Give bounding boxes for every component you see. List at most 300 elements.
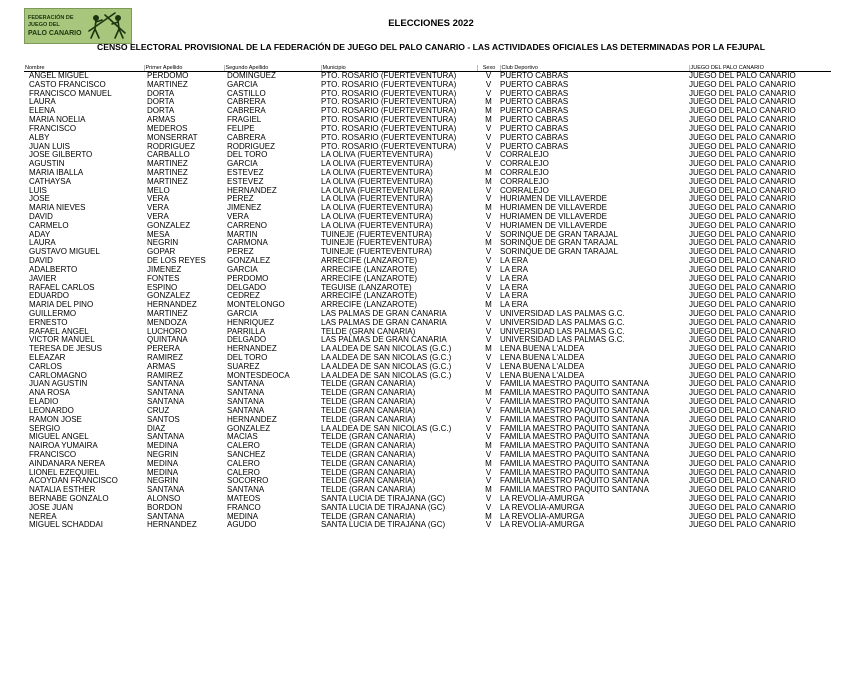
table-cell: FAMILIA MAESTRO PAQUITO SANTANA <box>500 477 649 486</box>
table-cell: MARTÍNEZ <box>147 177 188 186</box>
table-cell: V <box>485 124 492 133</box>
table-cell: CATHAYSA <box>29 177 71 186</box>
table-cell: V <box>485 160 492 169</box>
table-row <box>24 292 831 301</box>
table-cell: MIGUEL ÁNGEL <box>29 433 89 442</box>
table-cell: JUEGO DEL PALO CANARIO <box>689 274 796 283</box>
table-cell: RAFAEL ÁNGEL <box>29 327 89 336</box>
table-cell: V <box>485 468 492 477</box>
table-cell: ARMAS <box>147 362 176 371</box>
table-row <box>24 90 831 99</box>
table-cell: LA ERA <box>500 265 529 274</box>
table-row <box>24 275 831 284</box>
table-cell: LAS PALMAS DE GRAN CANARIA <box>321 336 447 345</box>
table-cell: ARRECIFE (LANZAROTE) <box>321 301 418 310</box>
table-row <box>24 134 831 143</box>
table-cell: JUEGO DEL PALO CANARIO <box>689 424 796 433</box>
table-row <box>24 460 831 469</box>
table-cell: DAVID <box>29 213 53 221</box>
table-cell: LA OLIVA (FUERTEVENTURA) <box>321 221 433 230</box>
table-cell: TUINEJE (FUERTEVENTURA) <box>321 248 432 257</box>
table-cell: V <box>485 380 492 389</box>
table-row <box>24 257 831 266</box>
table-cell: FAMILIA MAESTRO PAQUITO SANTANA <box>500 486 649 495</box>
table-row <box>24 160 831 169</box>
table-cell: TELDE (GRAN CANARIA) <box>321 512 416 521</box>
table-cell: M <box>485 442 492 451</box>
table-cell: LA REVOLIÁ-AMURGA <box>500 495 585 503</box>
table-cell: V <box>485 433 492 442</box>
table-row <box>24 469 831 478</box>
table-row <box>24 239 831 248</box>
table-cell: SANTANA <box>147 389 185 398</box>
logo-line-1: FEDERACIÓN DE JUEGO DEL <box>28 15 74 28</box>
table-cell: MEDINA <box>227 512 259 521</box>
table-cell: AGUDO <box>227 521 257 530</box>
table-cell: FAMILIA MAESTRO PAQUITO SANTANA <box>500 442 649 451</box>
table-cell: PTO. ROSARIO (FUERTEVENTURA) <box>321 124 457 133</box>
table-cell: RAFAEL CARLOS <box>29 283 95 292</box>
table-row <box>24 169 831 178</box>
table-cell: ESTÉVEZ <box>227 168 264 177</box>
table-cell: JUEGO DEL PALO CANARIO <box>689 459 796 468</box>
table-cell: CARLOMAGNO <box>29 371 87 380</box>
table-cell: JUEGO DEL PALO CANARIO <box>689 151 796 160</box>
table-cell: TEGUISE (LANZAROTE) <box>321 283 412 292</box>
table-cell: UNIVERSIDAD LAS PALMAS G.C. <box>500 327 625 336</box>
table-cell: ADALBERTO <box>29 265 78 274</box>
table-cell: LEÑA BUENA L'ALDEA <box>500 345 585 354</box>
table-cell: CRUZ <box>147 406 170 415</box>
table-cell: LA ERA <box>500 283 529 292</box>
table-cell: V <box>485 424 492 433</box>
table-row <box>24 231 831 240</box>
table-cell: HURIAMEN DE VILLAVERDE <box>500 204 607 213</box>
table-cell: JUEGO DEL PALO CANARIO <box>689 257 796 266</box>
table-cell: DAVID <box>29 257 53 266</box>
table-cell: NEGRÍN <box>147 239 179 248</box>
table-cell: SANTANA <box>227 389 265 398</box>
table-cell: LA OLIVA (FUERTEVENTURA) <box>321 168 433 177</box>
table-cell: ELADIO <box>29 398 59 407</box>
table-cell: CASTILLO <box>227 89 266 98</box>
table-cell: MARTÍNEZ <box>147 309 188 318</box>
table-cell: UNIVERSIDAD LAS PALMAS G.C. <box>500 318 625 327</box>
table-cell: JOSÉ GILBERTO <box>29 151 93 160</box>
table-cell: ACOYDAN FRANCISCO <box>29 477 118 486</box>
table-cell: JUEGO DEL PALO CANARIO <box>689 80 796 89</box>
table-cell: JAVIER <box>29 274 57 283</box>
table-cell: V <box>485 80 492 89</box>
table-cell: LA OLIVA (FUERTEVENTURA) <box>321 213 433 221</box>
table-row <box>24 363 831 372</box>
document-title: ELECCIONES 2022 <box>388 18 474 29</box>
table-cell: CASTO FRANCISCO <box>29 80 106 89</box>
column-header: Sexo <box>477 65 500 72</box>
table-row <box>24 72 831 81</box>
table-cell: NEGRÍN <box>147 477 179 486</box>
table-cell: FRANCISCO MANUEL <box>29 89 112 98</box>
table-cell: ARMAS <box>147 116 176 125</box>
table-cell: LA OLIVA (FUERTEVENTURA) <box>321 195 433 204</box>
table-row <box>24 284 831 293</box>
table-row <box>24 380 831 389</box>
table-cell: TELDE (GRAN CANARIA) <box>321 442 416 451</box>
table-cell: LA REVOLIÁ-AMURGA <box>500 503 585 512</box>
table-cell: JUEGO DEL PALO CANARIO <box>689 124 796 133</box>
table-cell: AGUSTÍN <box>29 160 65 169</box>
table-cell: LA OLIVA (FUERTEVENTURA) <box>321 177 433 186</box>
table-row <box>24 477 831 486</box>
table-cell: LA ALDEA DE SAN NICOLÁS (G.C.) <box>321 362 452 371</box>
table-cell: HERNÁNDEZ <box>227 186 277 195</box>
table-cell: JUEGO DEL PALO CANARIO <box>689 133 796 142</box>
table-cell: PARRILLA <box>227 327 266 336</box>
table-cell: V <box>485 195 492 204</box>
table-cell: FRAGIEL <box>227 116 262 125</box>
table-cell: M <box>485 98 492 107</box>
table-cell: JUEGO DEL PALO CANARIO <box>689 301 796 310</box>
table-cell: ANA ROSA <box>29 389 70 398</box>
table-cell: MARÍA IBALLA <box>29 168 84 177</box>
table-cell: CARREÑO <box>227 221 268 230</box>
table-row <box>24 521 831 530</box>
table-cell: ALONSO <box>147 495 181 503</box>
table-cell: ESTÉVEZ <box>227 177 264 186</box>
table-cell: V <box>485 477 492 486</box>
table-cell: JUEGO DEL PALO CANARIO <box>689 204 796 213</box>
table-cell: PUERTO CABRAS <box>500 124 569 133</box>
table-cell: ADAY <box>29 230 51 239</box>
table-row <box>24 513 831 522</box>
table-cell: GONZÁLEZ <box>147 292 191 301</box>
table-cell: MACÍAS <box>227 433 258 442</box>
table-cell: MARTÍNEZ <box>147 168 188 177</box>
table-cell: HURIAMEN DE VILLAVERDE <box>500 213 607 221</box>
table-cell: HURIAMEN DE VILLAVERDE <box>500 195 607 204</box>
table-cell: V <box>485 371 492 380</box>
table-cell: V <box>485 248 492 257</box>
table-row <box>24 486 831 495</box>
table-cell: PTO. ROSARIO (FUERTEVENTURA) <box>321 80 457 89</box>
table-row <box>24 222 831 231</box>
table-cell: V <box>485 142 492 151</box>
table-cell: JIMÉNEZ <box>227 204 262 213</box>
table-cell: SANTANA <box>147 380 185 389</box>
table-cell: V <box>485 521 492 530</box>
table-cell: PUERTO CABRAS <box>500 107 569 116</box>
table-cell: VERA <box>147 204 169 213</box>
table-cell: M <box>485 177 492 186</box>
table-cell: M <box>485 116 492 125</box>
table-cell: CARLOS <box>29 362 62 371</box>
table-cell: V <box>485 213 492 221</box>
table-cell: FRANCISCO <box>29 124 77 133</box>
table-row <box>24 143 831 152</box>
table-cell: SANTANA <box>227 406 265 415</box>
table-cell: MEDINA <box>147 459 179 468</box>
table-row <box>24 433 831 442</box>
table-cell: RAMÍREZ <box>147 354 183 362</box>
table-cell: TELDE (GRAN CANARIA) <box>321 459 416 468</box>
table-cell: CORRALEJO <box>500 160 549 169</box>
table-row <box>24 416 831 425</box>
table-cell: BERNABÉ GONZALO <box>29 495 109 503</box>
table-body <box>24 72 831 531</box>
table-cell: JUEGO DEL PALO CANARIO <box>689 433 796 442</box>
table-cell: ESPINO <box>147 283 178 292</box>
table-cell: MONTESDEOCA <box>227 371 290 380</box>
table-cell: NEREA <box>29 512 57 521</box>
table-cell: V <box>485 283 492 292</box>
table-cell: SUÁREZ <box>227 362 260 371</box>
table-cell: LEONARDO <box>29 406 74 415</box>
table-cell: JUAN AGUSTÍN <box>29 380 88 389</box>
table-cell: ERNESTO <box>29 318 68 327</box>
table-cell: JUEGO DEL PALO CANARIO <box>689 362 796 371</box>
table-cell: GOPAR <box>147 248 176 257</box>
table-cell: SANTA LUCIA DE TIRAJANA (GC) <box>321 503 446 512</box>
table-row <box>24 266 831 275</box>
table-cell: V <box>485 415 492 424</box>
table-cell: FAMILIA MAESTRO PAQUITO SANTANA <box>500 406 649 415</box>
table-cell: M <box>485 459 492 468</box>
table-cell: JUEGO DEL PALO CANARIO <box>689 380 796 389</box>
table-cell: FELIPE <box>227 124 255 133</box>
table-cell: JUEGO DEL PALO CANARIO <box>689 160 796 169</box>
table-cell: SANTANA <box>227 486 265 495</box>
table-cell: MARTÍNEZ <box>147 80 188 89</box>
table-cell: JOSÉ <box>29 195 50 204</box>
table-cell: CORRALEJO <box>500 177 549 186</box>
table-cell: NEGRÍN <box>147 450 179 459</box>
table-row <box>24 204 831 213</box>
table-cell: CALERO <box>227 459 260 468</box>
table-cell: FAMILIA MAESTRO PAQUITO SANTANA <box>500 398 649 407</box>
table-cell: V <box>485 406 492 415</box>
table-cell: M <box>485 107 492 116</box>
table-cell: LA ERA <box>500 257 529 266</box>
table-cell: SÁNCHEZ <box>227 450 266 459</box>
table-cell: GARCÍA <box>227 309 258 318</box>
table-cell: CABRERA <box>227 133 266 142</box>
table-cell: SANTANA <box>227 380 265 389</box>
table-cell: M <box>485 389 492 398</box>
table-cell: LEÑA BUENA L'ALDEA <box>500 371 585 380</box>
table-cell: DOMINGUEZ <box>227 71 276 80</box>
table-cell: JIMÉNEZ <box>147 265 182 274</box>
table-cell: M <box>485 168 492 177</box>
table-cell: JUEGO DEL PALO CANARIO <box>689 239 796 248</box>
table-cell: JUEGO DEL PALO CANARIO <box>689 477 796 486</box>
table-cell: CABRERA <box>227 107 266 116</box>
table-cell: HURIAMEN DE VILLAVERDE <box>500 221 607 230</box>
table-cell: LEÑA BUENA L'ALDEA <box>500 354 585 362</box>
table-cell: JOSÉ JUAN <box>29 503 74 512</box>
table-cell: FRANCO <box>227 503 261 512</box>
table-cell: V <box>485 257 492 266</box>
table-cell: CORRALEJO <box>500 151 549 160</box>
table-cell: MEDINA <box>147 442 179 451</box>
table-cell: JUEGO DEL PALO CANARIO <box>689 89 796 98</box>
table-cell: MARTÍNEZ <box>147 160 188 169</box>
table-cell: SANTA LUCIA DE TIRAJANA (GC) <box>321 495 446 503</box>
table-cell: JUEGO DEL PALO CANARIO <box>689 389 796 398</box>
table-cell: QUINTANA <box>147 336 188 345</box>
table-cell: JUEGO DEL PALO CANARIO <box>689 468 796 477</box>
table-cell: M <box>485 345 492 354</box>
table-cell: TELDE (GRAN CANARIA) <box>321 468 416 477</box>
table-cell: JUEGO DEL PALO CANARIO <box>689 248 796 257</box>
table-cell: V <box>485 71 492 80</box>
table-cell: SANTANA <box>147 398 185 407</box>
table-row <box>24 372 831 381</box>
table-row <box>24 248 831 257</box>
table-row <box>24 495 831 504</box>
table-cell: JUEGO DEL PALO CANARIO <box>689 415 796 424</box>
table-cell: RODRÍGUEZ <box>227 142 275 151</box>
table-cell: V <box>485 230 492 239</box>
table-cell: LAS PALMAS DE GRAN CANARIA <box>321 309 447 318</box>
table-cell: GUILLERMO <box>29 309 77 318</box>
table-cell: V <box>485 327 492 336</box>
table-cell: TELDE (GRAN CANARIA) <box>321 415 416 424</box>
table-cell: LAS PALMAS DE GRAN CANARIA <box>321 318 447 327</box>
table-cell: PUERTO CABRAS <box>500 98 569 107</box>
table-cell: JUEGO DEL PALO CANARIO <box>689 354 796 362</box>
table-cell: GARCÍA <box>227 265 258 274</box>
table-cell: V <box>485 186 492 195</box>
document-subtitle: CENSO ELECTORAL PROVISIONAL DE LA FEDERACIÓN DE JUEGO DEL PALO CANARIO - LAS ACTIVIDADES OFICIALES LAS DETERMINADAS POR LA FEJUPAL <box>97 42 765 52</box>
table-cell: JUEGO DEL PALO CANARIO <box>689 142 796 151</box>
table-row <box>24 425 831 434</box>
table-cell: DORTA <box>147 89 175 98</box>
table-cell: V <box>485 265 492 274</box>
table-cell: JUEGO DEL PALO CANARIO <box>689 371 796 380</box>
table-cell: JUEGO DEL PALO CANARIO <box>689 495 796 503</box>
table-row <box>24 345 831 354</box>
table-cell: CALERO <box>227 442 260 451</box>
table-row <box>24 195 831 204</box>
table-cell: PTO. ROSARIO (FUERTEVENTURA) <box>321 116 457 125</box>
table-cell: MARTÍN <box>227 230 258 239</box>
table-cell: LAURA <box>29 98 56 107</box>
table-cell: SORINQUE DE GRAN TARAJAL <box>500 239 618 248</box>
table-cell: V <box>485 292 492 301</box>
table-row <box>24 336 831 345</box>
table-cell: V <box>485 309 492 318</box>
table-cell: MIGUEL SCHADDAI <box>29 521 103 530</box>
table-cell: JUEGO DEL PALO CANARIO <box>689 318 796 327</box>
table-row <box>24 504 831 513</box>
table-cell: JUEGO DEL PALO CANARIO <box>689 168 796 177</box>
table-cell: CORRALEJO <box>500 186 549 195</box>
table-row <box>24 116 831 125</box>
table-cell: MEDINA <box>147 468 179 477</box>
table-cell: BORDÓN <box>147 503 183 512</box>
table-cell: FAMILIA MAESTRO PAQUITO SANTANA <box>500 424 649 433</box>
table-cell: TELDE (GRAN CANARIA) <box>321 389 416 398</box>
table-cell: ARRECIFE (LANZAROTE) <box>321 265 418 274</box>
table-cell: ARRECIFE (LANZAROTE) <box>321 257 418 266</box>
table-cell: CEDRÉZ <box>227 292 260 301</box>
table-cell: SORINQUE DE GRAN TARAJAL <box>500 248 618 257</box>
table-cell: LA ERA <box>500 274 529 283</box>
table-cell: PTO. ROSARIO (FUERTEVENTURA) <box>321 107 457 116</box>
table-cell: FAMILIA MAESTRO PAQUITO SANTANA <box>500 433 649 442</box>
table-cell: V <box>485 89 492 98</box>
table-cell: LA ALDEA DE SAN NICOLÁS (G.C.) <box>321 424 452 433</box>
table-cell: PUERTO CABRAS <box>500 89 569 98</box>
table-cell: M <box>485 512 492 521</box>
table-cell: V <box>485 133 492 142</box>
table-cell: NATALIA ESTHER <box>29 486 96 495</box>
table-cell: GONZÁLEZ <box>147 221 191 230</box>
table-cell: TELDE (GRAN CANARIA) <box>321 398 416 407</box>
table-cell: ARRECIFE (LANZAROTE) <box>321 274 418 283</box>
table-cell: ALBY <box>29 133 50 142</box>
table-cell: PTO. ROSARIO (FUERTEVENTURA) <box>321 71 457 80</box>
table-cell: DEL TORO <box>227 151 268 160</box>
table-cell: RODRÍGUEZ <box>147 142 195 151</box>
table-cell: DELGADO <box>227 336 267 345</box>
table-cell: SANTOS <box>147 415 180 424</box>
table-cell: MESA <box>147 230 170 239</box>
column-header: Nombre <box>24 65 144 72</box>
table-cell: CARBALLO <box>147 151 190 160</box>
table-cell: FAMILIA MAESTRO PAQUITO SANTANA <box>500 415 649 424</box>
table-cell: TUINEJE (FUERTEVENTURA) <box>321 239 432 248</box>
table-cell: ANGEL MIGUEL <box>29 71 89 80</box>
table-cell: HENRÍQUEZ <box>227 318 275 327</box>
table-cell: HERNÁNDEZ <box>147 301 197 310</box>
table-cell: V <box>485 450 492 459</box>
table-cell: UNIVERSIDAD LAS PALMAS G.C. <box>500 336 625 345</box>
table-cell: VÍCTOR MANUEL <box>29 336 95 345</box>
table-cell: JUEGO DEL PALO CANARIO <box>689 195 796 204</box>
table-cell: FAMILIA MAESTRO PAQUITO SANTANA <box>500 468 649 477</box>
table-cell: ARRECIFE (LANZAROTE) <box>321 292 418 301</box>
table-row <box>24 442 831 451</box>
table-row <box>24 81 831 90</box>
table-cell: JUEGO DEL PALO CANARIO <box>689 450 796 459</box>
table-cell: PUERTO CABRAS <box>500 142 569 151</box>
table-cell: GARCÍA <box>227 160 258 169</box>
table-cell: SERGIO <box>29 424 61 433</box>
table-cell: LA OLIVA (FUERTEVENTURA) <box>321 204 433 213</box>
table-cell: V <box>485 336 492 345</box>
table-cell: JUEGO DEL PALO CANARIO <box>689 336 796 345</box>
table-cell: LA ERA <box>500 301 529 310</box>
table-cell: FAMILIA MAESTRO PAQUITO SANTANA <box>500 389 649 398</box>
table-cell: JUEGO DEL PALO CANARIO <box>689 230 796 239</box>
table-cell: SANTANA <box>227 398 265 407</box>
table-cell: ELENA <box>29 107 56 116</box>
table-cell: NAIROA YUMAIRA <box>29 442 98 451</box>
table-cell: JUEGO DEL PALO CANARIO <box>689 486 796 495</box>
table-row <box>24 213 831 222</box>
table-cell: M <box>485 486 492 495</box>
table-cell: SANTANA <box>147 512 185 521</box>
table-cell: JUEGO DEL PALO CANARIO <box>689 398 796 407</box>
table-cell: PERDOMO <box>147 71 189 80</box>
table-cell: RAMÓN JOSÉ <box>29 415 82 424</box>
table-cell: JUEGO DEL PALO CANARIO <box>689 177 796 186</box>
table-cell: PTO. ROSARIO (FUERTEVENTURA) <box>321 142 457 151</box>
table-cell: HERNÁNDEZ <box>147 521 197 530</box>
table-cell: SANTA LUCIA DE TIRAJANA (GC) <box>321 521 446 530</box>
table-cell: CARMONA <box>227 239 268 248</box>
